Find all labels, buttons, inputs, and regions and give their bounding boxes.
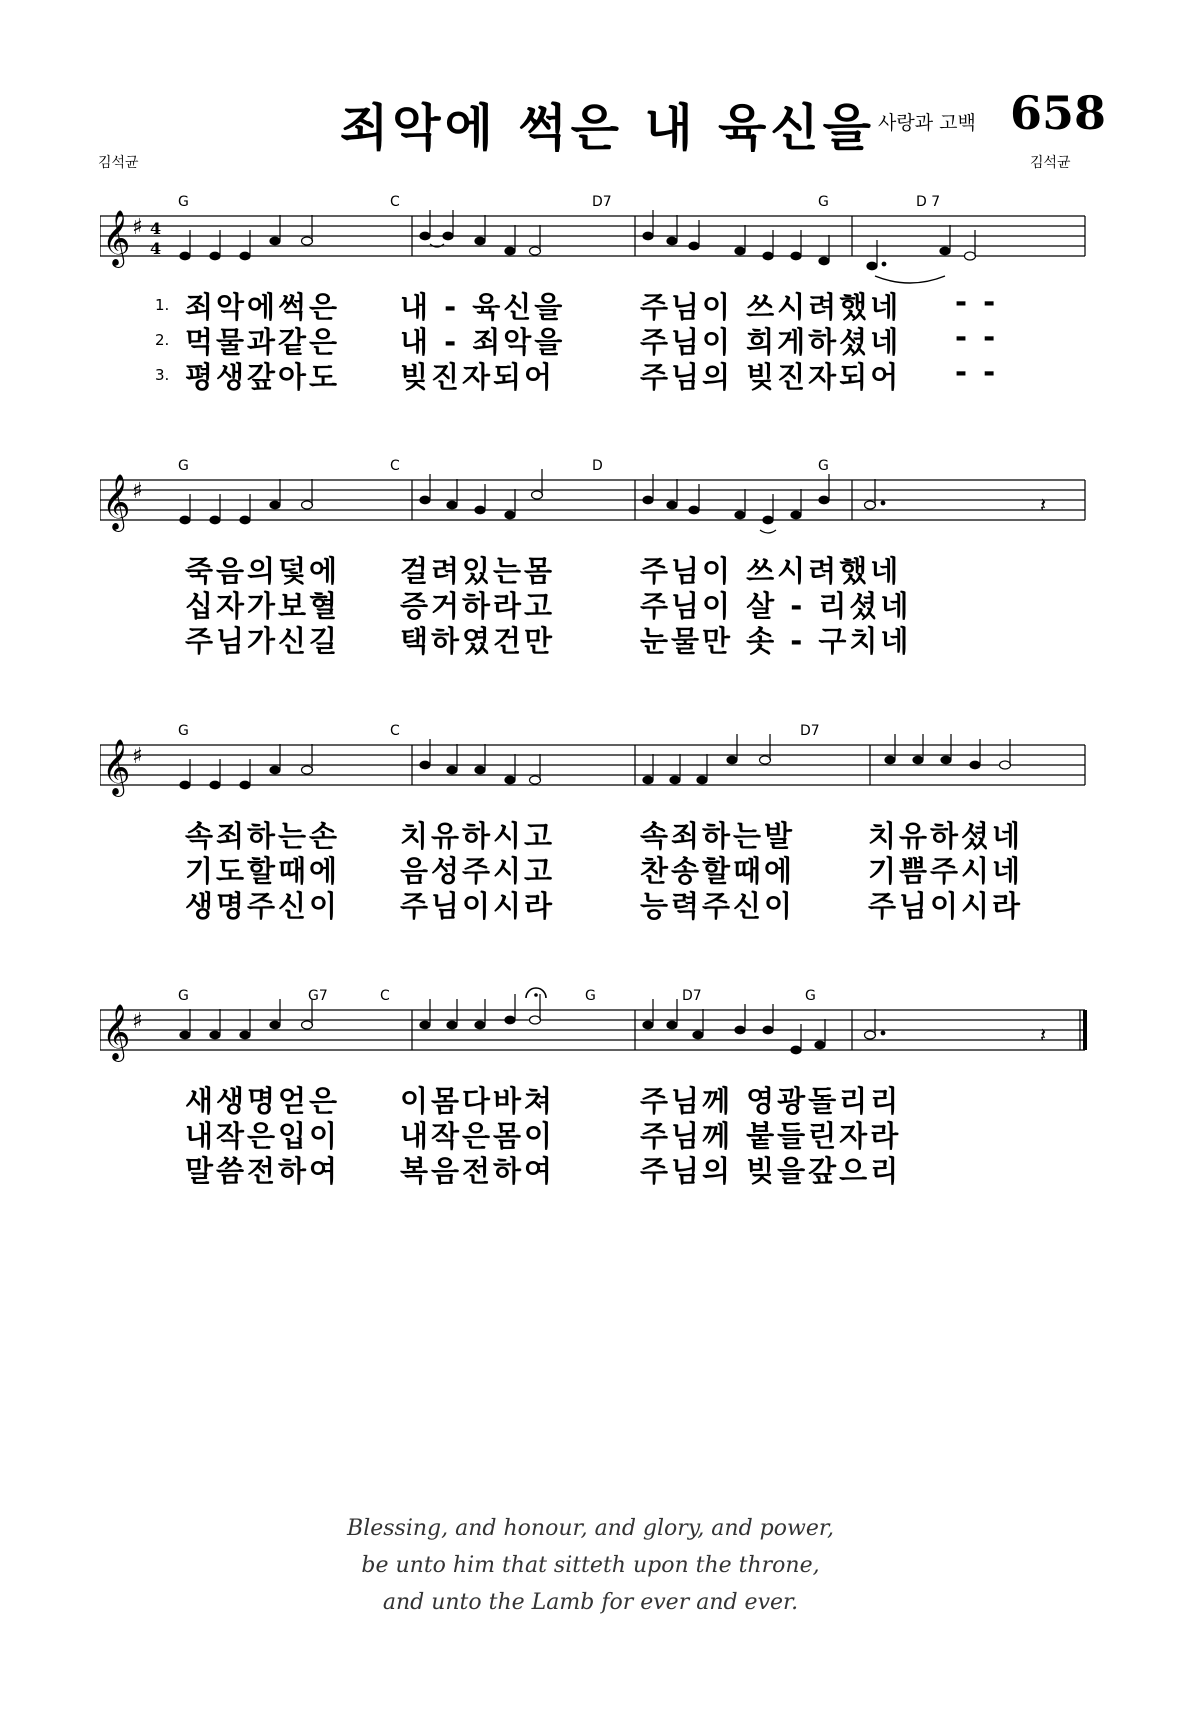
lyric-phrase: 주님이시라 xyxy=(868,889,1024,923)
blessing-line: be unto him that sitteth upon the throne, xyxy=(361,1553,820,1578)
composer-credit: 김석균 xyxy=(1030,155,1071,171)
lyric-phrase: - - xyxy=(955,320,999,354)
treble-clef-icon: 𝄞 xyxy=(102,1004,131,1060)
lyric-phrase: 기도할때에 xyxy=(185,854,341,888)
chord-label: D xyxy=(592,458,603,474)
blessing-line: and unto the Lamb for ever and ever. xyxy=(382,1590,799,1615)
blessing-verse xyxy=(0,1510,1181,1621)
chord-label: C xyxy=(380,988,390,1004)
chord-label: G xyxy=(818,458,829,474)
lyric-phrase: 주님가신길 xyxy=(185,624,341,658)
hymn-title: 죄악에 썩은 내 육신을 xyxy=(340,99,875,157)
chord-label: D7 xyxy=(800,723,820,739)
lyric-phrase: 증거하라고 xyxy=(400,589,556,623)
lyric-phrase: 음성주시고 xyxy=(400,854,556,888)
lyric-phrase: 능력주신이 xyxy=(640,889,796,923)
lyric-phrase: 주님께 영광돌리리 xyxy=(640,1084,902,1118)
lyric-phrase: 주님의 빚을갚으리 xyxy=(640,1154,902,1188)
lyric-phrase: 생명주신이 xyxy=(185,889,341,923)
key-signature-sharp-icon: ♯ xyxy=(132,215,143,240)
key-signature-sharp-icon: ♯ xyxy=(132,479,143,504)
lyricist-credit: 김석균 xyxy=(98,155,139,171)
lyric-phrase: 찬송할때에 xyxy=(640,854,796,888)
lyric-phrase: 걸려있는몸 xyxy=(400,554,556,588)
hymn-number: 658 xyxy=(1010,86,1107,140)
chord-label: C xyxy=(390,723,400,739)
treble-clef-icon: 𝄞 xyxy=(102,739,131,795)
lyric-phrase: 눈물만 솟 - 구치네 xyxy=(640,624,912,658)
lyric-phrase: 속죄하는발 xyxy=(640,819,796,853)
lyric-phrase: 내작은입이 xyxy=(185,1119,341,1153)
chord-label: D7 xyxy=(682,988,702,1004)
lyric-phrase: 치유하셨네 xyxy=(868,819,1024,853)
lyric-phrase: 내작은몸이 xyxy=(400,1119,556,1153)
lyric-phrase: - - xyxy=(955,355,999,389)
lyric-phrase: 새생명얻은 xyxy=(185,1084,341,1118)
verse-number: 2. xyxy=(155,331,170,349)
lyric-phrase: - - xyxy=(955,285,999,319)
chord-label: G xyxy=(178,988,189,1004)
chord-label: G xyxy=(805,988,816,1004)
quarter-rest-icon: 𝄽 xyxy=(1040,1023,1047,1047)
lyric-phrase: 빚진자되어 xyxy=(400,360,556,394)
chord-label: D 7 xyxy=(916,194,941,210)
lyric-phrase: 주님이 희게하셨네 xyxy=(640,325,902,359)
lyric-phrase: 이몸다바쳐 xyxy=(400,1084,556,1118)
blessing-line: Blessing, and honour, and glory, and power, xyxy=(347,1516,834,1541)
lyric-phrase: 주님이 쓰시려했네 xyxy=(640,554,902,588)
lyric-phrase: 주님이 살 - 리셨네 xyxy=(640,589,912,623)
lyric-phrase: 주님의 빚진자되어 xyxy=(640,360,902,394)
chord-label: G xyxy=(585,988,596,1004)
quarter-rest-icon: 𝄽 xyxy=(1040,493,1047,517)
treble-clef-icon: 𝄞 xyxy=(102,210,131,266)
chord-label: G xyxy=(178,194,189,210)
treble-clef-icon: 𝄞 xyxy=(102,474,131,530)
hymn-category: 사랑과 고백 xyxy=(878,112,976,134)
lyric-phrase: 주님이시라 xyxy=(400,889,556,923)
key-signature-sharp-icon: ♯ xyxy=(132,744,143,769)
time-signature-top: 4 xyxy=(150,219,162,238)
chord-label: G xyxy=(178,458,189,474)
key-signature-sharp-icon: ♯ xyxy=(132,1009,143,1034)
lyric-phrase: 기쁨주시네 xyxy=(868,854,1024,888)
lyric-phrase: 주님께 붙들린자라 xyxy=(640,1119,902,1153)
time-signature-bottom: 4 xyxy=(150,239,162,258)
lyric-phrase: 평생갚아도 xyxy=(185,360,341,394)
lyric-phrase: 택하였건만 xyxy=(400,624,556,658)
lyric-phrase: 주님이 쓰시려했네 xyxy=(640,290,902,324)
lyric-phrase: 죄악에썩은 xyxy=(185,290,341,324)
lyric-phrase: 속죄하는손 xyxy=(185,819,341,853)
chord-label: C xyxy=(390,194,400,210)
chord-label: G7 xyxy=(308,988,328,1004)
chord-label: D7 xyxy=(592,194,612,210)
lyric-phrase: 십자가보혈 xyxy=(185,589,341,623)
lyric-phrase: 내 - 육신을 xyxy=(400,290,566,324)
chord-label: G xyxy=(818,194,829,210)
lyric-phrase: 복음전하여 xyxy=(400,1154,556,1188)
chord-label: C xyxy=(390,458,400,474)
verse-number: 3. xyxy=(155,366,170,384)
verse-number: 1. xyxy=(155,296,170,314)
lyric-phrase: 내 - 죄악을 xyxy=(400,325,566,359)
lyric-phrase: 말씀전하여 xyxy=(185,1154,341,1188)
lyric-phrase: 치유하시고 xyxy=(400,819,556,853)
lyric-phrase: 먹물과같은 xyxy=(185,325,341,359)
chord-label: G xyxy=(178,723,189,739)
lyric-phrase: 죽음의덫에 xyxy=(185,554,341,588)
